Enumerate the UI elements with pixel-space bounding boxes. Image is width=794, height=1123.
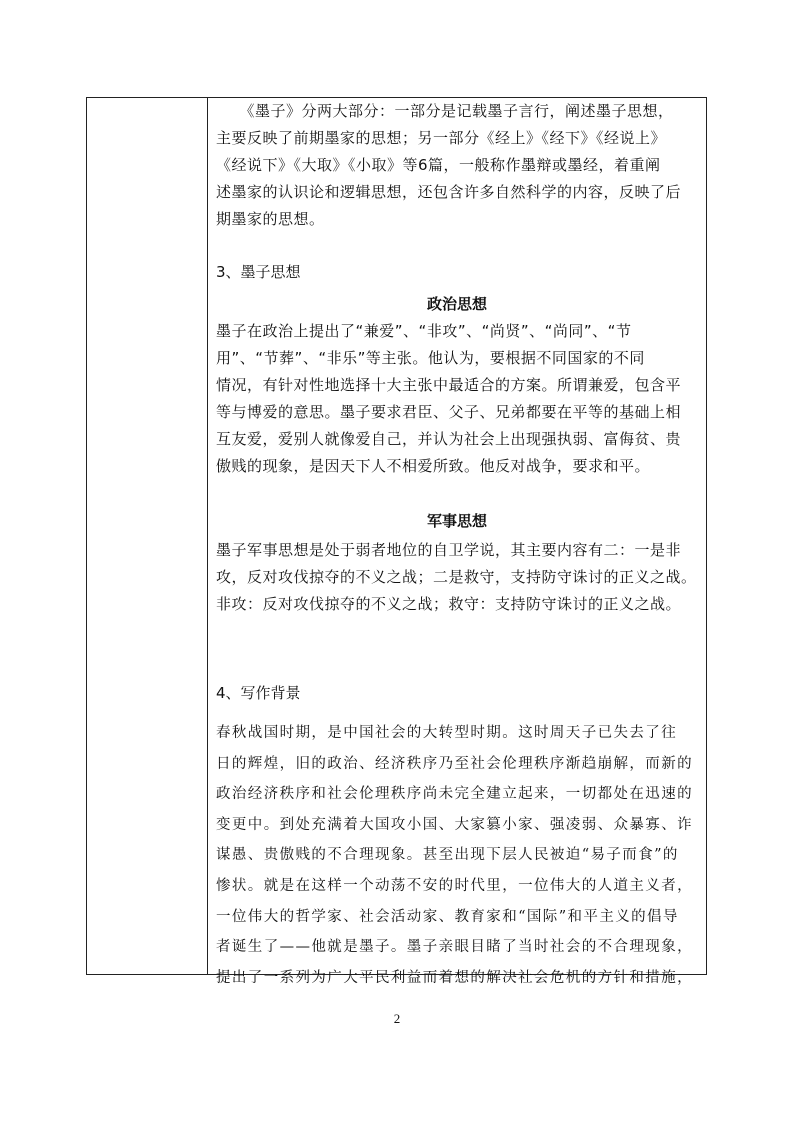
text-line: 主要反映了前期墨家的思想；另一部分《经上》《经下》《经说上》 <box>216 129 667 147</box>
military-thought-paragraph <box>216 537 698 618</box>
text-line: 提出了一系列为广大平民利益而着想的解决社会危机的方针和措施， <box>216 969 693 986</box>
table-left-column <box>87 98 208 974</box>
text-line: 《墨子》分两大部分：一部分是记载墨子言行，阐述墨子思想， <box>216 102 674 120</box>
page-number: 2 <box>393 1011 401 1026</box>
content-table <box>86 97 707 986</box>
writing-background-paragraph <box>216 718 698 993</box>
text-line: 情况，有针对性地选择十大主张中最适合的方案。所谓兼爱，包含平 <box>216 376 682 394</box>
text-line: 期墨家的思想。 <box>216 210 325 228</box>
text-line: 述墨家的认识论和逻辑思想，还包含许多自然科学的内容，反映了后 <box>216 183 682 201</box>
text-line: 一位伟大的哲学家、社会活动家、教育家和“国际”和平主义的倡导 <box>216 908 679 925</box>
political-thought-paragraph <box>216 318 698 480</box>
text-line: 墨子军事思想是处于弱者地位的自卫学说，其主要内容有二：一是非 <box>216 541 682 559</box>
text-line: 《经说下》《大取》《小取》等6篇，一般称作墨辩或墨经，着重阐 <box>216 156 661 174</box>
table-right-column <box>208 98 706 986</box>
section-4-title: 4、写作背景 <box>216 684 301 702</box>
text-line: 等与博爱的意思。墨子要求君臣、父子、兄弟都要在平等的基础上相 <box>216 403 682 421</box>
text-line: 春秋战国时期，是中国社会的大转型时期。这时周天子已失去了往 <box>216 725 678 741</box>
military-thought-heading: 军事思想 <box>426 512 487 530</box>
text-line: 谋愚、贵傲贱的不合理现象。甚至出现下层人民被迫“易子而食”的 <box>216 847 679 864</box>
text-line: 非攻：反对攻伐掠夺的不义之战；救守：支持防守诛讨的正义之战。 <box>216 595 682 613</box>
text-line: 用”、“节葬”、“非乐”等主张。他认为，要根据不同国家的不同 <box>216 349 645 367</box>
text-line: 日的辉煌，旧的政治、经济秩序乃至社会伦理秩序渐趋崩解，而新的 <box>216 755 693 772</box>
section-3-title: 3、墨子思想 <box>216 263 301 281</box>
text-line: 政治经济秩序和社会伦理秩序尚未完全建立起来，一切都处在迅速的 <box>216 786 693 803</box>
text-line: 者诞生了——他就是墨子。墨子亲眼目睹了当时社会的不合理现象， <box>216 939 693 956</box>
text-line: 墨子在政治上提出了“兼爱”、“非攻”、“尚贤”、“尚同”、“节 <box>216 322 632 340</box>
text-line: 变更中。到处充满着大国攻小国、大家篡小家、强凌弱、众暴寡、诈 <box>216 816 693 833</box>
text-line: 傲贱的现象，是因天下人不相爱所致。他反对战争，要求和平。 <box>216 457 651 475</box>
intro-paragraph <box>216 98 698 233</box>
text-line: 惨状。就是在这样一个动荡不安的时代里，一位伟大的人道主义者， <box>216 877 693 894</box>
text-line: 攻，反对攻伐掠夺的不义之战；二是救守，支持防守诛讨的正义之战。 <box>216 568 697 586</box>
political-thought-heading: 政治思想 <box>426 295 487 313</box>
text-line: 互友爱，爱别人就像爱自己，并认为社会上出现强执弱、富侮贫、贵 <box>216 430 682 448</box>
